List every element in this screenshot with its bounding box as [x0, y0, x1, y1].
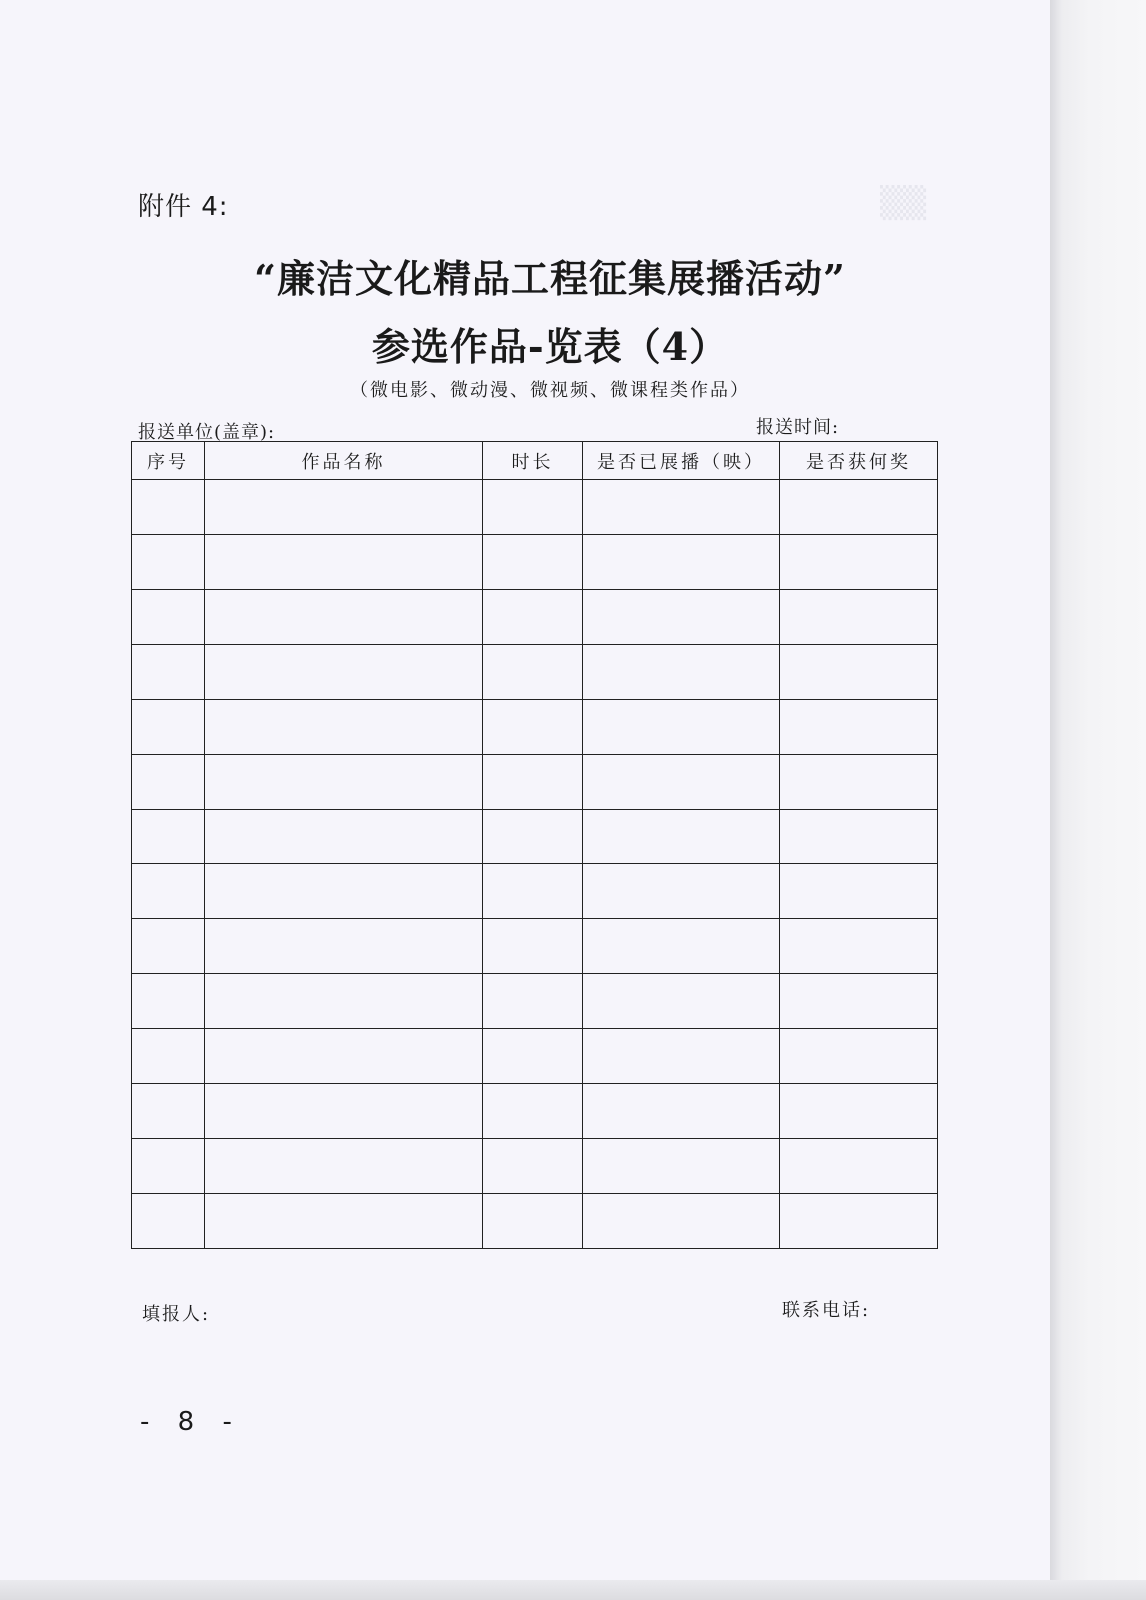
header-work-title: 作品名称 [205, 442, 483, 480]
table-cell[interactable] [583, 974, 780, 1029]
table-cell[interactable] [483, 864, 583, 919]
table-row [132, 1193, 938, 1248]
table-cell[interactable] [205, 644, 483, 699]
table-cell[interactable] [132, 534, 205, 589]
table-cell[interactable] [780, 589, 938, 644]
table-row [132, 864, 938, 919]
attachment-label: 附件 4: [138, 192, 229, 222]
table-cell[interactable] [132, 1084, 205, 1139]
table-cell[interactable] [132, 480, 205, 535]
table-cell[interactable] [583, 534, 780, 589]
table-cell[interactable] [483, 1084, 583, 1139]
table-cell[interactable] [132, 1029, 205, 1084]
table-cell[interactable] [132, 754, 205, 809]
table-cell[interactable] [483, 644, 583, 699]
table-cell[interactable] [780, 919, 938, 974]
table-cell[interactable] [132, 864, 205, 919]
table-cell[interactable] [205, 864, 483, 919]
table-cell[interactable] [780, 480, 938, 535]
table-row [132, 1029, 938, 1084]
table-cell[interactable] [483, 809, 583, 864]
table-body [132, 480, 938, 1249]
table-cell[interactable] [780, 644, 938, 699]
table-row [132, 809, 938, 864]
table-cell[interactable] [583, 1193, 780, 1248]
table-cell[interactable] [583, 699, 780, 754]
table-cell[interactable] [205, 1084, 483, 1139]
table-cell[interactable] [205, 480, 483, 535]
table-cell[interactable] [132, 974, 205, 1029]
filler-label: 填报人: [142, 1304, 211, 1325]
table-cell[interactable] [205, 1029, 483, 1084]
table-cell[interactable] [132, 1193, 205, 1248]
table-cell[interactable] [205, 1193, 483, 1248]
table-cell[interactable] [483, 589, 583, 644]
submission-time-label: 报送时间: [756, 417, 840, 438]
header-index: 序号 [132, 442, 205, 480]
subtitle: （微电影、微动漫、微视频、微课程类作品） [350, 380, 750, 401]
table-cell[interactable] [583, 1029, 780, 1084]
table-cell[interactable] [483, 919, 583, 974]
submitting-unit-label: 报送单位(盖章): [138, 422, 276, 443]
table-cell[interactable] [132, 589, 205, 644]
table-cell[interactable] [583, 1139, 780, 1194]
page-number: - 8 - [140, 1407, 242, 1437]
table-row [132, 699, 938, 754]
table-cell[interactable] [483, 480, 583, 535]
table-cell[interactable] [483, 974, 583, 1029]
table-row [132, 644, 938, 699]
table-cell[interactable] [780, 1029, 938, 1084]
table-cell[interactable] [483, 1139, 583, 1194]
table-cell[interactable] [205, 589, 483, 644]
table-cell[interactable] [132, 919, 205, 974]
title-line-2: 参选作品-览表（4） [371, 324, 729, 369]
table-cell[interactable] [483, 699, 583, 754]
table-cell[interactable] [205, 754, 483, 809]
table-cell[interactable] [780, 699, 938, 754]
table-cell[interactable] [205, 1139, 483, 1194]
table-cell[interactable] [583, 1084, 780, 1139]
title-line-1: “廉洁文化精品工程征集展播活动” [254, 256, 846, 301]
table-cell[interactable] [583, 480, 780, 535]
table-row [132, 1084, 938, 1139]
table-cell[interactable] [132, 699, 205, 754]
table-row [132, 534, 938, 589]
table-cell[interactable] [780, 864, 938, 919]
bleed-through-mark: ▒▒ [880, 186, 927, 221]
table-cell[interactable] [780, 1193, 938, 1248]
works-table [131, 441, 938, 1249]
header-duration: 时长 [483, 442, 583, 480]
table-cell[interactable] [583, 754, 780, 809]
table-cell[interactable] [780, 1139, 938, 1194]
table-cell[interactable] [780, 1084, 938, 1139]
table-cell[interactable] [205, 919, 483, 974]
table-cell[interactable] [780, 974, 938, 1029]
table-cell[interactable] [205, 699, 483, 754]
table-cell[interactable] [583, 644, 780, 699]
phone-label: 联系电话: [782, 1300, 871, 1321]
table-cell[interactable] [483, 1029, 583, 1084]
table-cell[interactable] [483, 534, 583, 589]
table-cell[interactable] [132, 809, 205, 864]
table-cell[interactable] [132, 1139, 205, 1194]
table-cell[interactable] [780, 534, 938, 589]
table-header-row [132, 442, 938, 480]
table-row [132, 1139, 938, 1194]
table-cell[interactable] [205, 809, 483, 864]
table-cell[interactable] [583, 809, 780, 864]
table-row [132, 754, 938, 809]
table-row [132, 589, 938, 644]
table-cell[interactable] [483, 1193, 583, 1248]
table-cell[interactable] [205, 974, 483, 1029]
table-cell[interactable] [483, 754, 583, 809]
page-edge-shadow [1050, 0, 1146, 1600]
table-cell[interactable] [780, 809, 938, 864]
table-cell[interactable] [583, 864, 780, 919]
table-cell[interactable] [583, 919, 780, 974]
header-broadcast-status: 是否已展播（映） [583, 442, 780, 480]
table-cell[interactable] [205, 534, 483, 589]
table-row [132, 480, 938, 535]
header-award: 是否获何奖 [780, 442, 938, 480]
table-cell[interactable] [132, 644, 205, 699]
table-row [132, 974, 938, 1029]
table-cell[interactable] [583, 589, 780, 644]
scan-bottom-strip [0, 1580, 1146, 1600]
table-row [132, 919, 938, 974]
table-cell[interactable] [780, 754, 938, 809]
